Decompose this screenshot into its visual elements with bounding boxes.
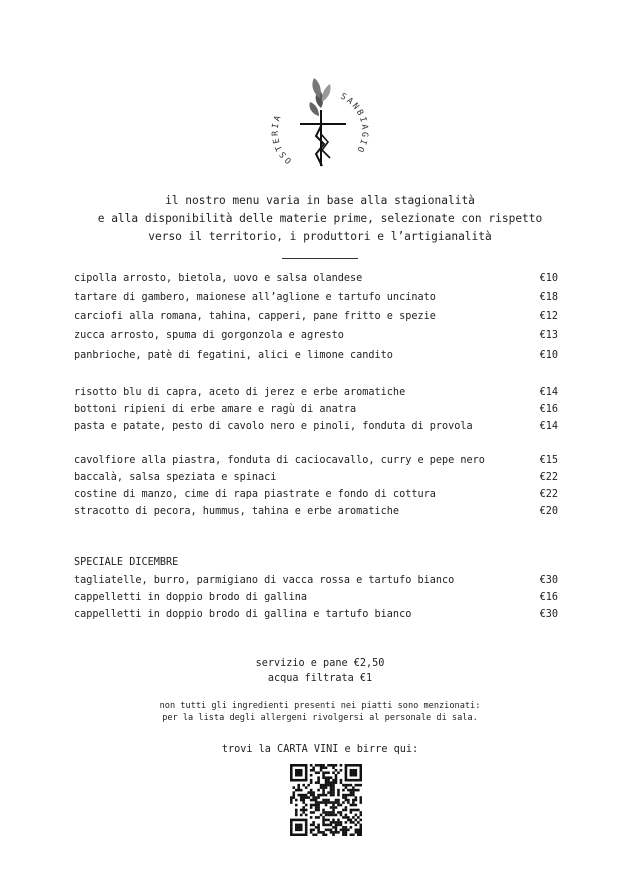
intro-line: il nostro menu varia in base alla stagionalità	[165, 194, 475, 207]
menu-item	[74, 609, 558, 626]
dish-name: panbrioche, patè di fegatini, alici e limone candito	[74, 350, 393, 361]
dish-name: bottoni ripieni di erbe amare e ragù di anatra	[74, 404, 357, 415]
dish-name: pasta e patate, pesto di cavolo nero e pinoli, fonduta di provola	[74, 421, 473, 432]
dish-name: tagliatelle, burro, parmigiano di vacca rossa e tartufo bianco	[74, 575, 455, 586]
menu-item	[74, 472, 558, 489]
menu-item	[74, 387, 558, 404]
dish-price: €22	[539, 489, 558, 500]
osteria-logo	[270, 68, 370, 178]
logo-text-left: OSTERIA	[270, 112, 294, 166]
logo-plant-cross-icon	[270, 68, 370, 178]
menu-item	[74, 330, 558, 347]
menu-item	[74, 292, 558, 309]
menu-item	[74, 455, 558, 472]
note-line: per la lista degli allergeni rivolgersi al personale di sala.	[162, 713, 478, 723]
note-line: non tutti gli ingredienti presenti nei piatti sono menzionati:	[159, 701, 481, 711]
service-line: servizio e pane €2,50	[255, 658, 385, 669]
intro-line: e alla disponibilità delle materie prime, selezionate con rispetto	[97, 212, 543, 225]
dish-price: €16	[539, 592, 558, 603]
qr-code-icon[interactable]	[290, 764, 362, 836]
dish-name: costine di manzo, cime di rapa piastrate e fondo di cottura	[74, 489, 436, 500]
dish-name: cavolfiore alla piastra, fonduta di caciocavallo, curry e pepe nero	[74, 455, 485, 466]
dish-name: cappelletti in doppio brodo di gallina	[74, 592, 308, 603]
dish-price: €20	[539, 506, 558, 517]
dish-name: cipolla arrosto, bietola, uovo e salsa olandese	[74, 273, 363, 284]
dish-price: €10	[539, 350, 558, 361]
allergen-note	[0, 700, 640, 724]
menu-item	[74, 311, 558, 328]
dish-name: zucca arrosto, spuma di gorgonzola e agresto	[74, 330, 344, 341]
logo-text-right: SANBIAGIO	[338, 91, 370, 156]
menu-item	[74, 506, 558, 523]
dish-price: €15	[539, 455, 558, 466]
intro-line: verso il territorio, i produttori e l’artigianalità	[148, 230, 492, 243]
dish-name: stracotto di pecora, hummus, tahina e erbe aromatiche	[74, 506, 400, 517]
qr-code-graphic	[290, 764, 362, 836]
special-title: SPECIALE DICEMBRE	[74, 557, 179, 568]
service-info	[0, 656, 640, 686]
divider	[282, 258, 358, 259]
menu-item	[74, 489, 558, 506]
menu-item	[74, 592, 558, 609]
dish-price: €16	[539, 404, 558, 415]
wine-list-text: trovi la CARTA VINI e birre qui:	[221, 744, 419, 755]
dish-price: €10	[539, 273, 558, 284]
menu-item	[74, 273, 558, 290]
menu-item	[74, 350, 558, 367]
menu-item	[74, 421, 558, 438]
dish-price: €14	[539, 387, 558, 398]
dish-name: carciofi alla romana, tahina, capperi, pane fritto e spezie	[74, 311, 436, 322]
dish-price: €13	[539, 330, 558, 341]
menu-intro	[0, 192, 640, 246]
dish-name: risotto blu di capra, aceto di jerez e erbe aromatiche	[74, 387, 406, 398]
dish-price: €30	[539, 609, 558, 620]
dish-name: tartare di gambero, maionese all’aglione e tartufo uncinato	[74, 292, 436, 303]
dish-price: €14	[539, 421, 558, 432]
water-line: acqua filtrata €1	[267, 673, 373, 684]
menu-item	[74, 575, 558, 592]
dish-price: €18	[539, 292, 558, 303]
dish-price: €30	[539, 575, 558, 586]
dish-price: €12	[539, 311, 558, 322]
dish-name: cappelletti in doppio brodo di gallina e tartufo bianco	[74, 609, 412, 620]
svg-text:OSTERIA	[271, 113, 294, 166]
menu-item	[74, 404, 558, 421]
dish-price: €22	[539, 472, 558, 483]
dish-name: baccalà, salsa speziata e spinaci	[74, 472, 277, 483]
